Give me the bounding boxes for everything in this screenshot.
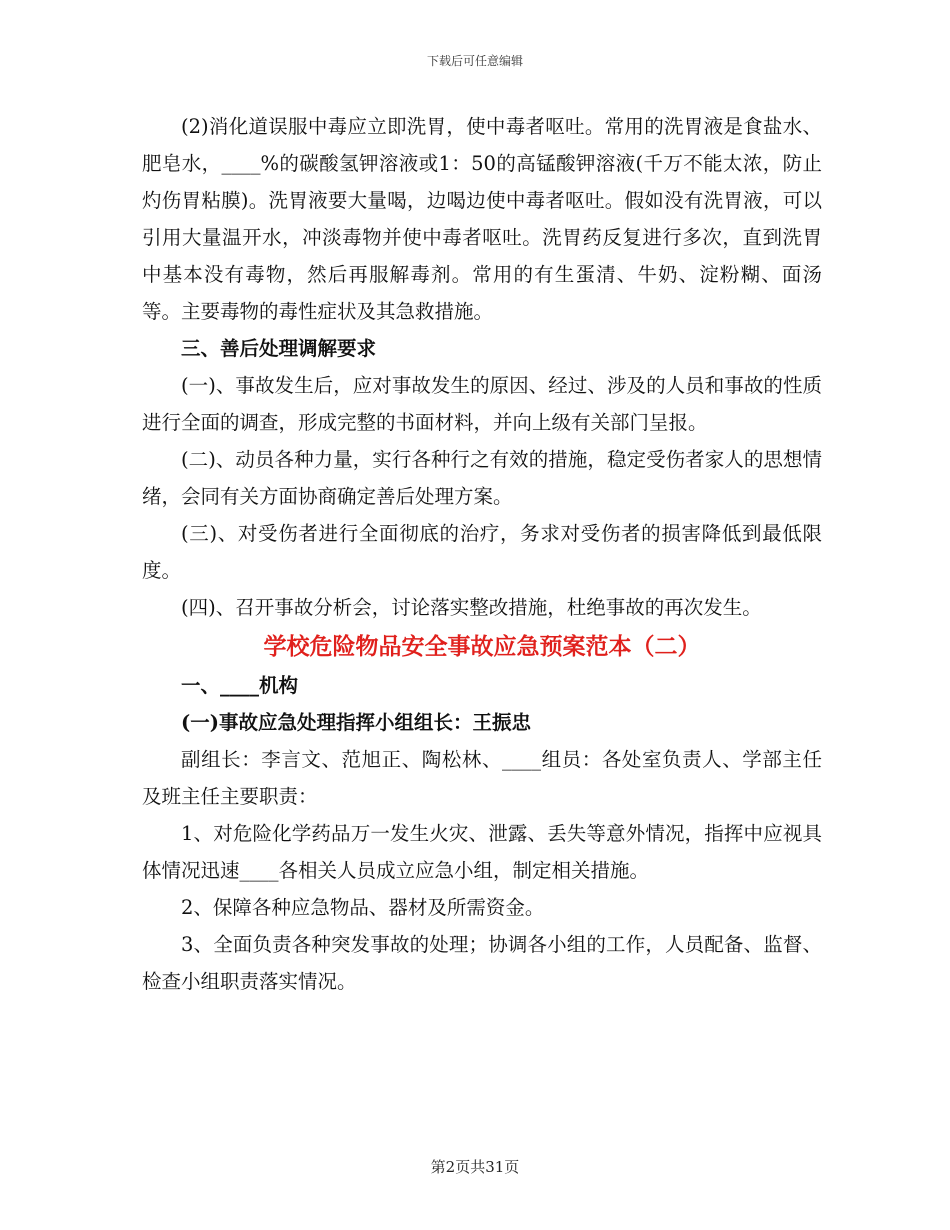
paragraph-aftermath-4: (四)、召开事故分析会，讨论落实整改措施，杜绝事故的再次发生。 xyxy=(181,596,762,619)
paragraph-gastric-lavage: (2)消化道误服中毒应立即洗胃，使中毒者呕吐。常用的洗胃液是食盐水、肥皂水，____%的碳酸氢钾溶液或1：50的高锰酸钾溶液(千万不能太浓，防止灼伤胃粘膜)。洗胃液要大量喝，边喝边使中毒者呕吐。假如没有洗胃液，可以引用大量温开水，冲淡毒物并使中毒者呕吐。洗胃药反复进行多次，直到洗胃中基本没有毒物，然后再服解毒剂。常用的有生蛋清、牛奶、淀粉糊、面汤等。主要毒物的毒性症状及其急救措施。 xyxy=(142,115,822,323)
section-heading-organization: 一、____机构 xyxy=(181,674,299,697)
subsection-heading-command-group: (一)事故应急处理指挥小组组长：王振忠 xyxy=(181,711,531,734)
section-heading-aftermath: 三、善后处理调解要求 xyxy=(181,337,377,360)
paragraph-aftermath-2: (二)、动员各种力量，实行各种行之有效的措施，稳定受伤者家人的思想情绪，会同有关方面协商确定善后处理方案。 xyxy=(142,448,822,508)
page-header: 下载后可任意编辑 xyxy=(426,54,523,68)
paragraph-members: 副组长：李言文、范旭正、陶松林、____组员：各处室负责人、学部主任及班主任主要职责： xyxy=(142,748,822,808)
document-body xyxy=(142,108,822,1000)
paragraph-aftermath-3: (三)、对受伤者进行全面彻底的治疗，务求对受伤者的损害降低到最低限度。 xyxy=(142,522,822,582)
document-title: 学校危险物品安全事故应急预案范本（二） xyxy=(263,633,701,660)
paragraph-aftermath-1: (一)、事故发生后，应对事故发生的原因、经过、涉及的人员和事故的性质进行全面的调查，形成完整的书面材料，并向上级有关部门呈报。 xyxy=(142,374,822,434)
paragraph-duty-1: 1、对危险化学药品万一发生火灾、泄露、丢失等意外情况，指挥中应视具体情况迅速____各相关人员成立应急小组，制定相关措施。 xyxy=(142,822,822,882)
page-number: 第2页共31页 xyxy=(430,1158,520,1176)
paragraph-duty-3: 3、全面负责各种突发事故的处理；协调各小组的工作，人员配备、监督、检查小组职责落实情况。 xyxy=(142,933,822,993)
paragraph-duty-2: 2、保障各种应急物品、器材及所需资金。 xyxy=(181,896,545,919)
